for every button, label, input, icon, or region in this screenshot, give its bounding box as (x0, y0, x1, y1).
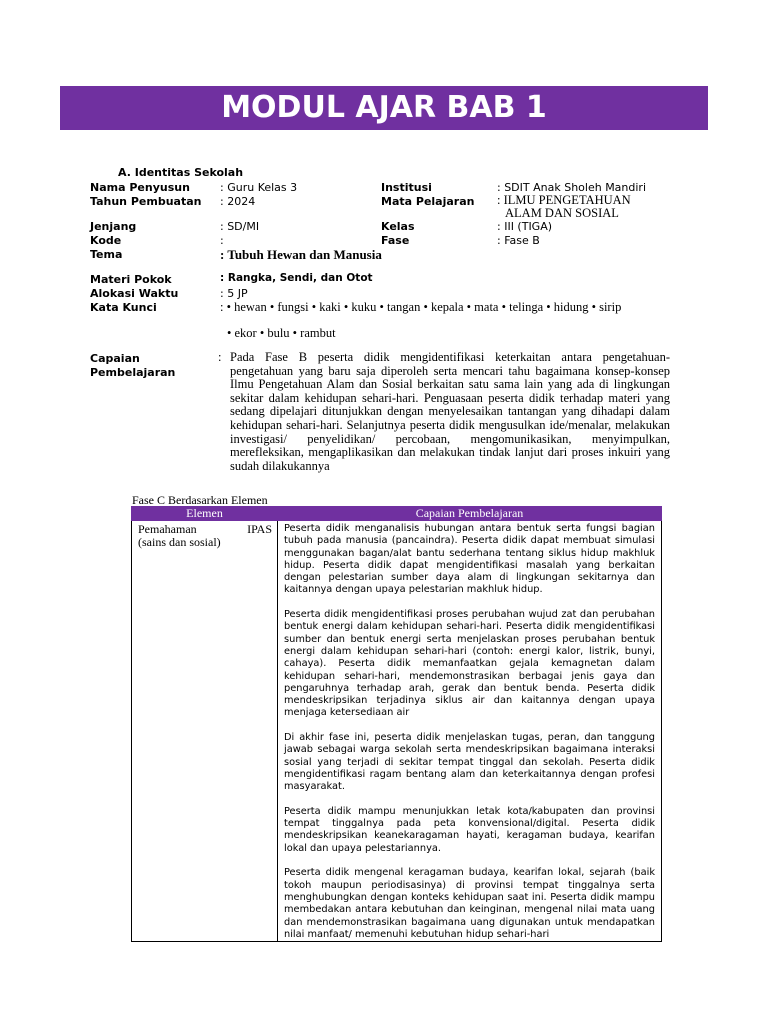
table-row (132, 521, 662, 942)
value-nama-penyusun: : Guru Kelas 3 (220, 181, 298, 194)
label-mata-pelajaran: Mata Pelajaran (381, 195, 475, 208)
value-kelas: : III (TIGA) (497, 220, 553, 233)
section-heading-identitas: A. Identitas Sekolah (118, 166, 244, 179)
page-title: MODUL AJAR BAB 1 (221, 90, 547, 125)
label-capaian: Capaian (90, 352, 140, 365)
capaian-paragraph-1: Peserta didik menganalisis hubungan antara bentuk serta fungsi bagian tubuh pada manusia (pancaindra). Peserta didik dapat membuat simulasi menggunakan bagan/alat bantu sederhana tentang siklus hidup makhluk hidup. Peserta didik dapat mengidentifikasi masalah yang berkaitan dengan pelestarian sumber daya alam di lingkungan sekitarnya dan kaitannya dengan upaya pelestarian makhluk hidup. (284, 523, 655, 596)
label-fase: Fase (381, 234, 410, 247)
label-materi-pokok: Materi Pokok (90, 273, 172, 286)
header-elemen: Elemen (132, 507, 278, 521)
label-tahun-pembuatan: Tahun Pembuatan (90, 195, 202, 208)
capaian-colon: : (218, 350, 222, 364)
capaian-text: Pada Fase B peserta didik mengidentifikasi keterkaitan antara pengetahuan-pengetahuan yang baru saja diperoleh serta mencari tahu bagaimana konsep-konsep Ilmu Pengetahuan Alam dan Sosial berkaitan satu sama lain yang ada di lingkungan sekitar dalam kehidupan sehari-hari. Penguasaan peserta didik terhadap materi yang sedang dipelajari ditunjukkan dengan menyelesaikan tantangan yang dihadapi dalam kehidupan sehari-hari. Selanjutnya peserta didik mengusulkan ide/menalar, melakukan investigasi/ penyelidikan/ percobaan, mengomunikasikan, menyimpulkan, merefleksikan, mengaplikasikan dan melakukan tindak lanjut dari proses inkuiri yang sudah dilakukannya (230, 350, 670, 473)
capaian-paragraph-5: Peserta didik mengenal keragaman budaya, kearifan lokal, sejarah (baik tokoh maupun periodisasinya) di provinsi tempat tinggalnya serta menghubungkan dengan konteks kehidupan saat ini. Peserta didik mampu membedakan antara kebutuhan dan keinginan, mengenal nilai mata uang dan mendemonstrasikan bagaimana uang digunakan untuk mendapatkan nilai manfaat/ memenuhi kebutuhan hidup sehari-hari (284, 867, 655, 940)
table-header-row (132, 507, 662, 521)
value-kata-kunci-line2: • ekor • bulu • rambut (227, 326, 336, 340)
elemen-cell (132, 521, 278, 942)
title-banner (60, 86, 708, 130)
value-mata-pelajaran-line2: ALAM DAN SOSIAL (505, 206, 619, 220)
elemen-table (131, 506, 662, 942)
value-kata-kunci-line1: : • hewan • fungsi • kaki • kuku • tangan • kepala • mata • telinga • hidung • sirip (220, 300, 622, 314)
elemen-ipas: IPAS (247, 522, 272, 536)
label-pembelajaran: Pembelajaran (90, 366, 176, 379)
capaian-paragraph-3: Di akhir fase ini, peserta didik menjelaskan tugas, peran, dan tanggung jawab sebagai warga sekolah serta mendeskripsikan bagaimana interaksi sosial yang terjadi di sekitar tempat tinggal dan sekolah. Peserta didik mengidentifikasi ragam bentang alam dan keterkaitannya dengan profesi masyarakat. (284, 732, 655, 793)
value-kode: : (220, 234, 224, 247)
label-kode: Kode (90, 234, 122, 247)
value-materi-pokok: : Rangka, Sendi, dan Otot (220, 272, 373, 284)
value-alokasi-waktu: : 5 JP (220, 287, 248, 300)
label-tema: Tema (90, 248, 123, 261)
value-tema: : Tubuh Hewan dan Manusia (220, 247, 382, 262)
capaian-paragraph-2: Peserta didik mengidentifikasi proses perubahan wujud zat dan perubahan bentuk energi dalam kehidupan sehari-hari. Peserta didik mengidentifikasi sumber dan bentuk energi serta menjelaskan proses perubahan bentuk energi dalam kehidupan sehari-hari (contoh: energi kalor, listrik, bunyi, cahaya). Peserta didik memanfaatkan gejala kemagnetan dalam kehidupan sehari-hari, mendemonstrasikan berbagai jenis gaya dan pengaruhnya terhadap arah, gerak dan bentuk benda. Peserta didik mendeskripsikan terjadinya siklus air dan kaitannya dengan upaya menjaga ketersediaan air (284, 609, 655, 719)
label-kata-kunci: Kata Kunci (90, 301, 157, 314)
table-caption: Fase C Berdasarkan Elemen (132, 493, 268, 507)
capaian-cell (278, 521, 662, 942)
value-tahun-pembuatan: : 2024 (220, 195, 256, 208)
capaian-paragraph-4: Peserta didik mampu menunjukkan letak kota/kabupaten dan provinsi tempat tinggalnya pada peta konvensional/digital. Peserta didik mendeskripsikan keanekaragaman hayati, keragaman budaya, kearifan lokal dan upaya pelestariannya. (284, 805, 655, 854)
value-institusi: : SDIT Anak Sholeh Mandiri (497, 181, 647, 194)
label-kelas: Kelas (381, 220, 415, 233)
value-jenjang: : SD/MI (220, 220, 260, 233)
label-institusi: Institusi (381, 181, 432, 194)
label-jenjang: Jenjang (90, 220, 137, 233)
value-mata-pelajaran-line1: : ILMU PENGETAHUAN (497, 193, 631, 207)
elemen-name: Pemahaman (138, 522, 197, 536)
elemen-subtitle: (sains dan sosial) (138, 535, 221, 549)
label-nama-penyusun: Nama Penyusun (90, 181, 190, 194)
label-alokasi-waktu: Alokasi Waktu (90, 287, 179, 300)
value-fase: : Fase B (497, 234, 540, 247)
header-capaian-pembelajaran: Capaian Pembelajaran (278, 507, 662, 521)
